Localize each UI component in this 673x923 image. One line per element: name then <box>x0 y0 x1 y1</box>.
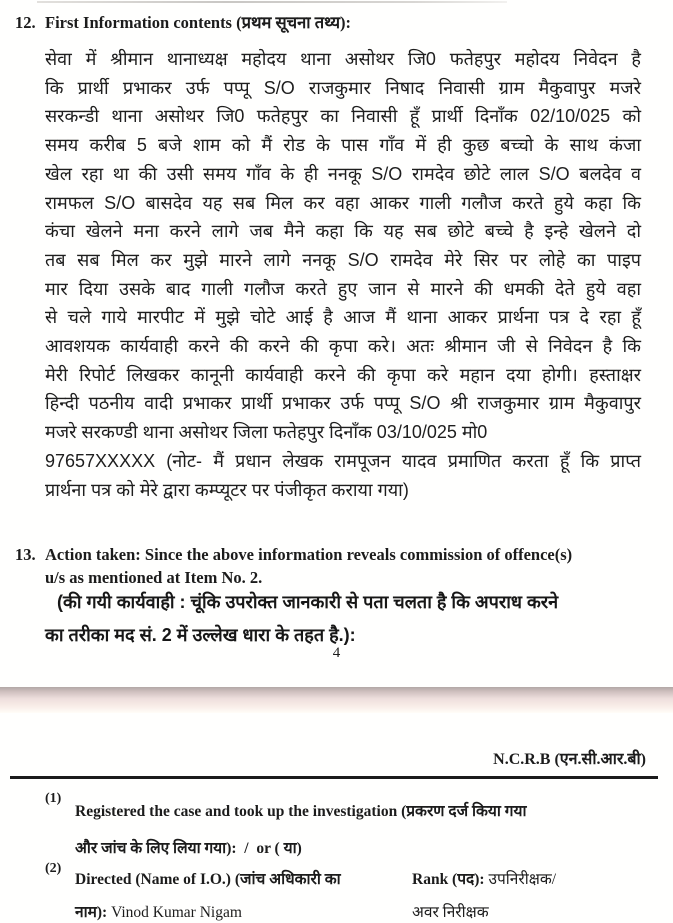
fir-contents-line: मार दिया उसके बाद गाली गलौज करते हुए जान से मारने की धमकी देते हुये वहा <box>45 278 641 299</box>
fir-contents-line: हिन्दी पठनीय वादी प्रभाकर प्रार्थी प्रभाकर उर्फ पप्पू S/O श्री राजकुमार ग्राम मैकुवापुर <box>45 393 641 414</box>
fir-contents-line: खेल रहा था की उसी समय गाँव के ही ननकू S/O रामदेव छोटे लाल S/O बलदेव व <box>45 163 641 184</box>
fir-contents-line: से चले गाये मारपीट में मुझे चोटे आई है आज मैं थाना आकर प्रार्थना पत्र दे रहा हूँ <box>45 307 641 328</box>
header-rule <box>10 776 658 779</box>
section-13-hi-line2: का तरीका मद सं. 2 में उल्लेख धारा के तहत है.): <box>45 625 356 645</box>
section-13-en-line1: Action taken: Since the above information reveals commission of offence(s) <box>45 545 573 564</box>
section-13-en-line2: u/s as mentioned at Item No. 2. <box>45 568 263 587</box>
fir-contents-line: सेवा में श्रीमान थानाध्यक्ष महोदय थाना असोथर जि0 फतेहपुर महोदय निवेदन है <box>45 49 641 69</box>
section-12-title: First Information contents (प्रथम सूचना तथ्य): <box>45 13 352 32</box>
page-number: 4 <box>332 645 341 661</box>
page-break-separator <box>0 687 673 713</box>
ncrb-header: N.C.R.B (एन.सी.आर.बी) <box>493 751 646 768</box>
section-13-hi-line1: (की गयी कार्यवाही : चूंकि उपरोक्त जानकारी से पता चलता है कि अपराध करने <box>57 592 559 612</box>
rank-line1 <box>412 863 556 896</box>
item-2-rank <box>412 863 556 923</box>
fir-contents-line: कि प्रार्थी प्रभाकर उर्फ पप्पू S/O राजकुमार निषाद निवासी ग्राम मैकुवापुर मजरे <box>45 77 641 98</box>
fir-contents-line: कंचा खेलने मना करने लागे जब मैने कहा कि यह सब छोटे बच्चे है इन्हे खेलने दो <box>45 221 641 242</box>
section-12-header <box>15 11 351 34</box>
fir-contents-line: मजरे सरकण्डी थाना असोथर जिला फतेहपुर दिनाँक 03/10/025 मो0 <box>45 422 488 443</box>
fir-contents-line: तब सब मिल कर मुझे मारने लागे ननकू S/O रामदेव मेरे सिर पर लोहे का पाइप <box>45 249 641 270</box>
section-13-hindi <box>45 586 647 652</box>
item-2-directed-io <box>75 863 341 923</box>
fir-contents-line: 97657XXXXX (नोट- मैं प्रधान लेखक रामपूजन यादव प्रमाणित करता हूँ कि प्राप्त <box>45 450 641 471</box>
item-2-left-line2 <box>75 896 341 923</box>
rank-value-line2: अवर निरीक्षक <box>412 904 489 921</box>
item-1-number: (1) <box>45 791 62 806</box>
fir-contents-line: समय करीब 5 बजे शाम को मैं रोड के पास गाँव में ही कुछ बच्चो के साथ कंजा <box>45 135 641 156</box>
fir-contents-line: सरकन्डी थाना असोथर जि0 फतेहपुर का निवासी हूँ प्रार्थी दिनाँक 02/10/025 को <box>45 106 641 127</box>
fir-contents-line: आवशयक कार्यवाही करने की करने की कृपा करे। अतः श्रीमान जी से निवेदन है कि <box>45 336 641 357</box>
item-1-line2: और जांच के लिए लिया गया): / or ( या) <box>75 840 302 857</box>
item-2-left-line1: Directed (Name of I.O.) (जांच अधिकारी का <box>75 871 341 888</box>
rank-label: Rank (पद): <box>412 871 485 888</box>
item-1-registered-case <box>75 793 527 867</box>
fir-contents-line: प्रार्थना पत्र को मेरे द्वारा कम्प्यूटर पर पंजीकृत कराया गया) <box>45 479 409 500</box>
section-13-action-taken <box>45 543 635 589</box>
fir-contents-paragraph <box>45 45 641 504</box>
section-13-number: 13. <box>15 545 36 564</box>
item-1-line1: Registered the case and took up the investigation (प्रकरण दर्ज किया गया <box>75 803 527 820</box>
section-12-number: 12. <box>15 13 36 32</box>
io-name-label: नाम): <box>75 904 108 921</box>
rank-value-line1: उपनिरीक्षक/ <box>488 871 557 888</box>
table-border-remnant <box>37 1 507 3</box>
item-2-number: (2) <box>45 861 62 876</box>
section-13-header <box>15 543 635 589</box>
fir-contents-line: रामफल S/O बासदेव यह सब मिल कर वहा आकर गाली गलौज करते हुये कहा कि <box>45 192 641 213</box>
io-name-value: Vinod Kumar Nigam <box>111 904 242 921</box>
fir-contents-line: मेरी रिपोर्ट लिखकर कानूनी कार्यवाही करने की कृपा करे महान दया होगी। हस्ताक्षर <box>45 364 641 385</box>
